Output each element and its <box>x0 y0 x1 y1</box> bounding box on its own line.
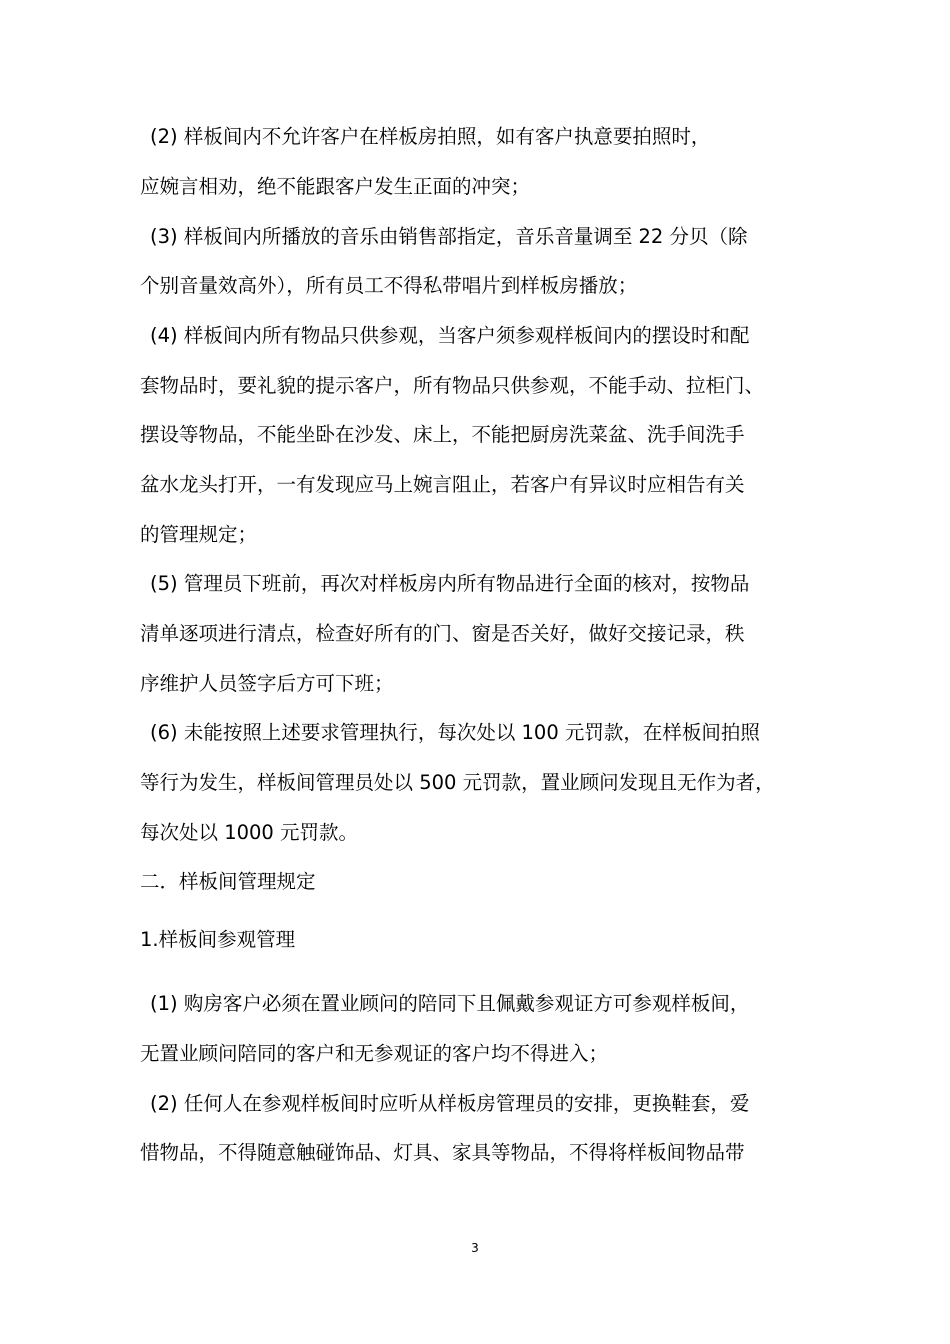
section-heading: 二．样板间管理规定 <box>140 870 316 893</box>
paragraph-line: 套物品时，要礼貌的提示客户，所有物品只供参观，不能手动、拉柜门、 <box>140 374 765 397</box>
paragraph-line: (5) 管理员下班前，再次对样板房内所有物品进行全面的核对，按物品 <box>150 572 750 595</box>
paragraph-line: 个别音量效高外），所有员工不得私带唱片到样板房播放； <box>140 274 638 297</box>
paragraph-line: (4) 样板间内所有物品只供参观，当客户须参观样板间内的摆设时和配 <box>150 324 750 347</box>
paragraph-line: 每次处以 1000 元罚款。 <box>140 821 359 844</box>
paragraph-line: 盆水龙头打开，一有发现应马上婉言阻止，若客户有异议时应相告有关 <box>140 473 745 496</box>
page-number: 3 <box>471 1241 479 1255</box>
paragraph-line: 清单逐项进行清点，检查好所有的门、窗是否关好，做好交接记录，秩 <box>140 622 745 645</box>
paragraph-line: (3) 样板间内所播放的音乐由销售部指定，音乐音量调至 22 分贝（除 <box>150 225 748 248</box>
paragraph-line: (1) 购房客户必须在置业顾问的陪同下且佩戴参观证方可参观样板间， <box>150 992 750 1015</box>
subsection-heading: 1.样板间参观管理 <box>140 928 296 951</box>
paragraph-line: 摆设等物品，不能坐卧在沙发、床上，不能把厨房洗菜盆、洗手间洗手 <box>140 423 745 446</box>
paragraph-line: (2) 样板间内不允许客户在样板房拍照，如有客户执意要拍照时， <box>150 125 711 148</box>
paragraph-line: 无置业顾问陪同的客户和无参观证的客户均不得进入； <box>140 1042 609 1065</box>
paragraph-line: (6) 未能按照上述要求管理执行，每次处以 100 元罚款，在样板间拍照 <box>150 721 760 744</box>
paragraph-line: 应婉言相劝，绝不能跟客户发生正面的冲突； <box>140 175 531 198</box>
paragraph-line: 序维护人员签字后方可下班； <box>140 672 394 695</box>
paragraph-line: 的管理规定； <box>140 523 258 546</box>
paragraph-line: 等行为发生，样板间管理员处以 500 元罚款，置业顾问发现且无作为者， <box>140 771 775 794</box>
paragraph-line: (2) 任何人在参观样板间时应听从样板房管理员的安排，更换鞋套，爱 <box>150 1092 750 1115</box>
paragraph-line: 惜物品，不得随意触碰饰品、灯具、家具等物品，不得将样板间物品带 <box>140 1141 745 1164</box>
